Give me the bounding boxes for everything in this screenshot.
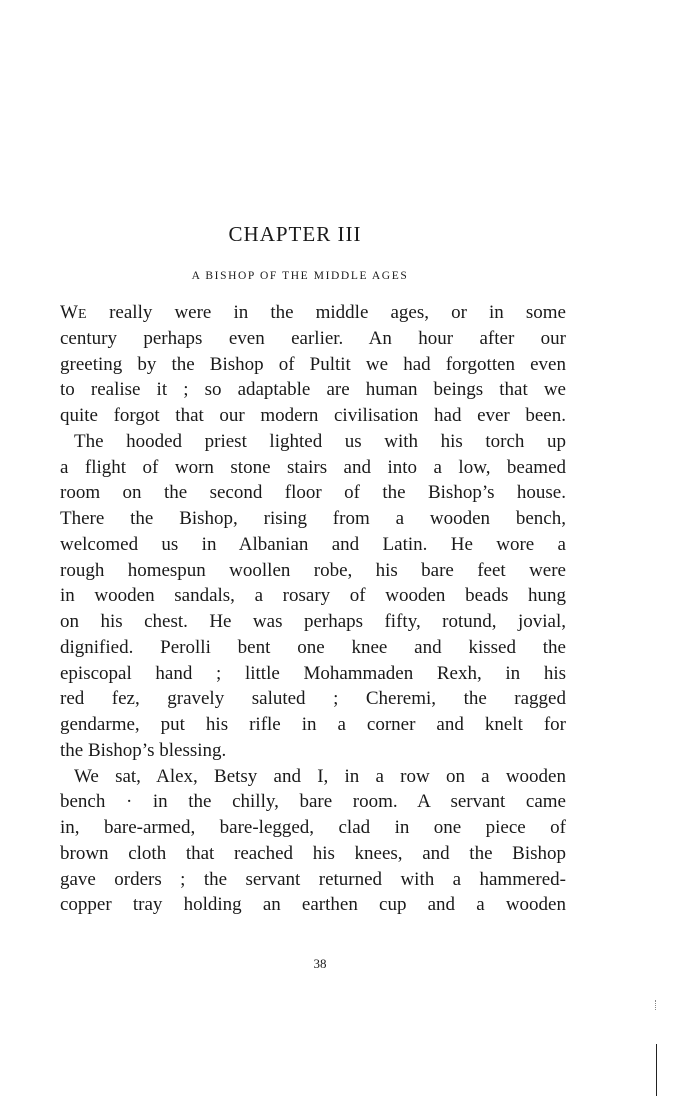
text-line: gendarme, put his rifle in a corner and knelt for <box>60 714 566 735</box>
text-line: in wooden sandals, a rosary of wooden beads hung <box>60 585 566 607</box>
text-line: century perhaps even earlier. An hour after our <box>60 327 566 349</box>
text-line: dignified. Perolli bent one knee and kissed the <box>60 636 566 658</box>
text-line: gave orders ; the servant returned with a hammered- <box>60 868 566 890</box>
page-number: 38 <box>313 956 327 971</box>
text-line: greeting by the Bishop of Pultit we had forgotten even <box>60 353 566 375</box>
text-line: The hooded priest lighted us with his torch up <box>74 430 566 452</box>
text-line: brown cloth that reached his knees, and the Bishop <box>60 842 566 864</box>
body-text <box>60 300 566 918</box>
scan-edge-mark <box>655 1000 657 1010</box>
text-line: welcomed us in Albanian and Latin. He wore a <box>60 533 566 555</box>
dropcap-initial: W <box>60 302 78 323</box>
scan-edge-line <box>656 1044 657 1096</box>
text-line: rough homespun woollen robe, his bare feet were <box>60 559 566 581</box>
text-line: WE really were in the middle ages, or in some <box>60 302 566 323</box>
text-line: We sat, Alex, Betsy and I, in a row on a wooden <box>74 765 566 787</box>
chapter-subtitle: A BISHOP OF THE MIDDLE AGES <box>191 270 409 282</box>
text-line: There the Bishop, rising from a wooden bench, <box>60 508 566 529</box>
text-line: room on the second floor of the Bishop’s house. <box>60 482 566 504</box>
text-line: in, bare-armed, bare-legged, clad in one piece of <box>60 817 566 838</box>
chapter-title: CHAPTER III <box>228 222 362 246</box>
text-line: the Bishop’s blessing. <box>60 739 227 761</box>
text-line: a flight of worn stone stairs and into a low, beamed <box>60 456 566 478</box>
dropcap-smallcaps: E <box>77 307 87 322</box>
text-line: copper tray holding an earthen cup and a wooden <box>60 894 566 916</box>
text-line: red fez, gravely saluted ; Cheremi, the ragged <box>60 688 566 710</box>
text-line: to realise it ; so adaptable are human beings that we <box>60 379 566 401</box>
dropcap <box>60 302 87 323</box>
text-line: episcopal hand ; little Mohammaden Rexh, in his <box>60 662 566 684</box>
text-line: on his chest. He was perhaps fifty, rotund, jovial, <box>60 611 566 632</box>
text-line: bench · in the chilly, bare room. A servant came <box>60 791 566 813</box>
text-line: quite forgot that our modern civilisation had ever been. <box>60 405 566 426</box>
